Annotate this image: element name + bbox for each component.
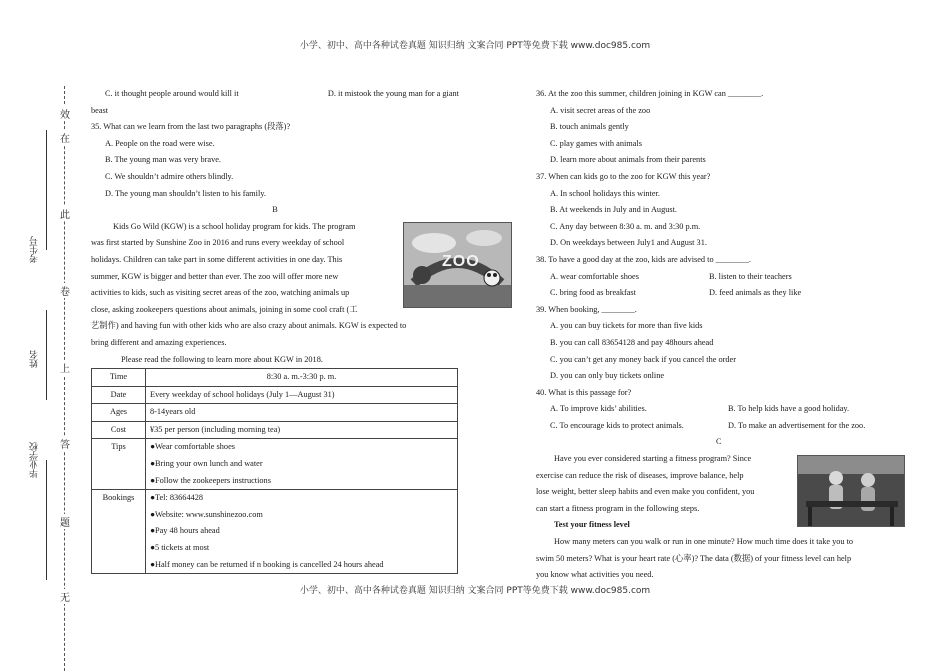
passage-c-line: lose weight, better sleep habits and even make you confident, you [536,487,755,497]
passage-c [536,451,790,517]
passage-line: 艺制作) and having fun with other kids who are also crazy about animals. KGW is expected to [91,321,407,331]
passage-c-line: exercise can reduce the risk of diseases, improve balance, help [536,470,744,480]
passage-c-line: How many meters can you walk or run in one minute? How much time does it take you to [554,537,854,547]
q39-option: A. you can buy tickets for more than five kids [550,321,703,331]
q35-stem: 35. What can we learn from the last two paragraphs (段落)? [91,122,291,132]
kgw-info-table [91,368,458,574]
q39-option: D. you can only buy tickets online [550,371,665,381]
q34-option-d-cont: beast [91,105,109,115]
table-row [92,386,458,404]
booking-item: ●Tel: 83664428 [150,493,204,503]
passage-c-line: you know what activities you need. [536,570,654,580]
q40-stem: 40. What is this passage for? [536,387,632,397]
binding-char: 上 [58,360,72,375]
tip-item: ●Bring your own lunch and water [150,459,263,469]
q40-option-d: D. To make an advertisement for the zoo. [728,420,866,430]
booking-item: ●Half money can be returned if n booking is cancelled 24 hours ahead [150,559,384,569]
fill-line [46,460,47,580]
table-row [92,369,458,387]
table-key: Bookings [92,490,146,574]
table-value [146,490,458,574]
q40-option-a: A. To improve kids’ abilities. [550,404,647,414]
passage-line: activities to kids, such as visiting secret areas of the zoo, watching animals up [91,288,350,298]
q34-option-d: D. it mistook the young man for a giant [327,89,459,98]
passage-line: close, asking zookeepers questions about animals, joining in some cool craft (工 [91,304,358,314]
binding-char: 无 [58,589,72,604]
table-value: ¥35 per person (including morning tea) [146,421,458,439]
zoo-photo [403,222,512,308]
tip-item: ●Wear comfortable shoes [150,442,235,452]
q36-option: D. learn more about animals from their parents [550,155,706,165]
section-b-heading: B [272,205,278,215]
q38-option-b: B. listen to their teachers [709,271,792,281]
q39-option: B. you can call 83654128 and pay 48hours ahead [550,337,714,347]
table-value: 8-14years old [146,404,458,422]
binding-char: 在 [58,130,72,145]
booking-item: ●Website: www.sunshinezoo.com [150,509,263,519]
q40-option-c: C. To encourage kids to protect animals. [550,420,684,430]
q34-option-c: C. it thought people around would kill it [105,89,239,98]
q35-option: B. The young man was very brave. [105,155,221,165]
fitness-photo [797,455,905,527]
passage-c-line: Have you ever considered starting a fitness program? Since [554,454,752,464]
table-key: Tips [92,439,146,490]
q36-option: C. play games with animals [550,138,642,148]
section-c-heading: C [716,437,722,447]
q37-option: A. In school holidays this winter. [550,188,660,198]
table-key: Ages [92,404,146,422]
q35-option: A. People on the road were wise. [105,138,215,148]
tip-item: ●Follow the zookeepers instructions [150,475,271,485]
name-label: 姓名 [29,350,39,368]
q38-options-row [536,269,908,286]
page-footer: 小学、初中、高中各种试卷真题 知识归纳 文案合同 PPT等免费下载 www.doc985.com [299,586,651,596]
q40-option-b: B. To help kids have a good holiday. [728,404,850,414]
booking-item: ●5 tickets at most [150,543,210,553]
passage-b [91,219,396,319]
q34-options-line [91,86,459,103]
table-value [146,439,458,490]
passage-line: bring different and amazing experiences. [91,337,227,347]
fill-line [46,310,47,400]
passage-c-subheading: Test your fitness level [554,520,630,530]
binding-char: 此 [58,206,72,221]
q37-option: C. Any day between 8:30 a. m. and 3:30 p.m. [550,221,701,231]
q38-option-c: C. bring food as breakfast [550,288,636,298]
q36-option: B. touch animals gently [550,122,629,132]
booking-item: ●Pay 48 hours ahead [150,526,220,536]
q37-option: B. At weekends in July and in August. [550,205,677,215]
binding-char: 卷 [58,283,72,298]
passage-line: holidays. Children can take part in some different activities in one day. This [91,254,343,264]
passage-line: Kids Go Wild (KGW) is a school holiday program for kids. The program [113,221,356,231]
q38-options-row [536,285,908,302]
q35-option: D. The young man shouldn’t listen to his family. [105,188,266,198]
table-value: Every weekday of school holidays (July 1—August 31) [146,386,458,404]
table-key: Time [92,369,146,387]
table-row [92,439,458,490]
student-number-label: 考生号 [29,236,39,263]
q39-option: C. you can’t get any money back if you cancel the order [550,354,736,364]
fitness-illustration [798,456,904,526]
table-value: 8:30 a. m.-3:30 p. m. [146,369,458,387]
zoo-sign-text: ZOO [442,253,480,270]
passage-c-line: swim 50 meters? What is your heart rate (心率)? The data (数据) of your fitness level can help [536,553,852,563]
q37-option: D. On weekdays between July1 and August 31. [550,238,707,248]
table-intro: Please read the following to learn more about KGW in 2018. [121,354,323,364]
q37-stem: 37. When can kids go to the zoo for KGW this year? [536,171,711,181]
passage-c-line: can start a fitness program in the following steps. [536,503,700,513]
school-label: 毕业学校 [29,442,39,478]
left-column [91,86,459,574]
passage-line: was first started by Sunshine Zoo in 2016 and runs every weekday of school [91,238,345,248]
q39-stem: 39. When booking, ________. [536,304,637,314]
q38-option-a: A. wear comfortable shoes [550,271,639,281]
table-row [92,404,458,422]
q35-option: C. We shouldn’t admire others blindly. [105,171,234,181]
passage-line: summer, KGW is bigger and better than ever. The zoo will offer more new [91,271,339,281]
q38-stem: 38. To have a good day at the zoo, kids are advised to ________. [536,254,751,264]
table-row [92,421,458,439]
q36-stem: 36. At the zoo this summer, children joining in KGW can ________. [536,89,764,98]
binding-char: 题 [58,514,72,529]
q40-options-row [536,418,908,435]
q36-option: A. visit secret areas of the zoo [550,105,651,115]
table-key: Date [92,386,146,404]
table-key: Cost [92,421,146,439]
binding-char: 答 [58,436,72,451]
binding-char: 效 [58,106,72,121]
fill-line [46,130,47,250]
q38-option-d: D. feed animals as they like [709,288,802,298]
table-row [92,490,458,574]
q40-options-row [536,401,908,418]
page-header: 小学、初中、高中各种试卷真题 知识归纳 文案合同 PPT等免费下载 www.doc985.com [299,41,651,51]
